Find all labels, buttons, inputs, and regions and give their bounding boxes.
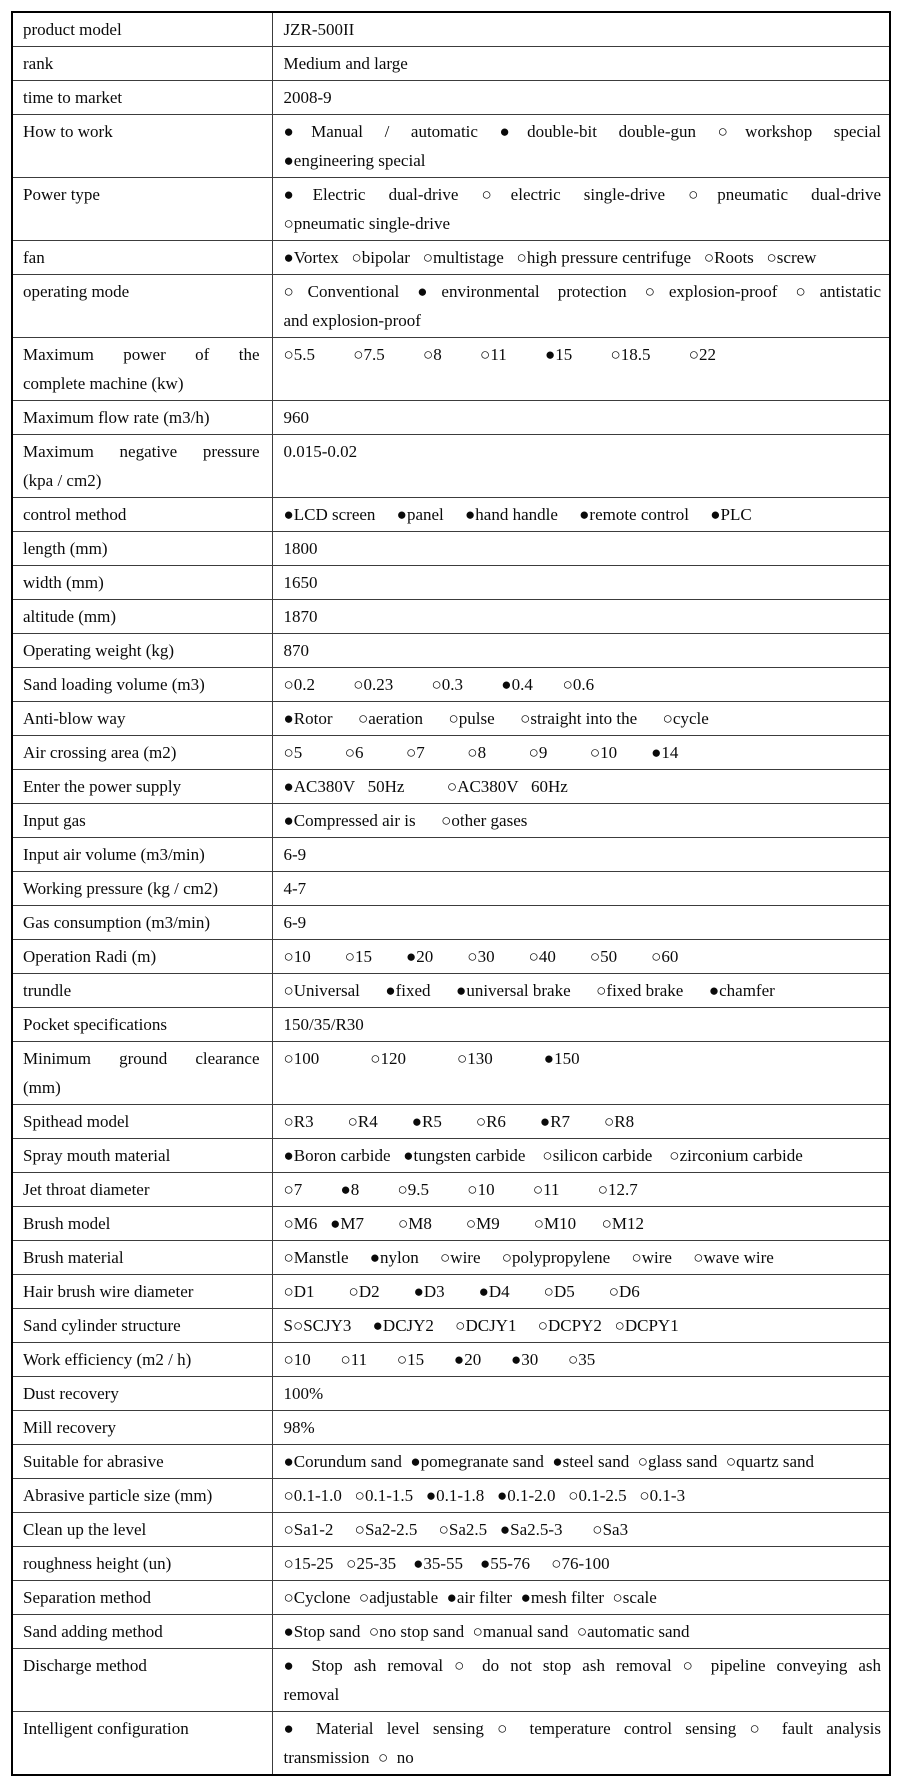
spec-value-cell <box>272 600 890 634</box>
spec-value-cell <box>272 401 890 435</box>
spec-value-cell <box>272 702 890 736</box>
spec-value-cell <box>272 241 890 275</box>
cell-text-line: 0.015-0.02 <box>283 442 358 461</box>
spec-label-cell <box>12 47 272 81</box>
cell-text-line: Sand cylinder structure <box>23 1316 181 1335</box>
cell-text-line: Operation Radi (m) <box>23 947 157 966</box>
table-row <box>12 872 890 906</box>
table-row <box>12 838 890 872</box>
cell-text-line: width (mm) <box>23 573 104 592</box>
cell-text-line: ○100 ○120 ○130 ●150 <box>283 1049 580 1068</box>
spec-label-cell <box>12 241 272 275</box>
spec-label-cell <box>12 532 272 566</box>
spec-label-cell <box>12 1547 272 1581</box>
cell-text-line: Power type <box>23 185 100 204</box>
table-row <box>12 401 890 435</box>
cell-text-line: rank <box>23 54 54 73</box>
table-row <box>12 974 890 1008</box>
cell-text-line: 150/35/R30 <box>283 1015 364 1034</box>
spec-label-cell <box>12 498 272 532</box>
cell-text-line: ○M6 ●M7 ○M8 ○M9 ○M10 ○M12 <box>283 1214 645 1233</box>
spec-label-cell <box>12 940 272 974</box>
spec-label-cell <box>12 702 272 736</box>
spec-value-cell <box>272 338 890 401</box>
table-row <box>12 600 890 634</box>
cell-text-line: Discharge method <box>23 1656 147 1675</box>
cell-text-line: JZR-500II <box>283 20 355 39</box>
cell-text-line: length (mm) <box>23 539 108 558</box>
spec-label-cell <box>12 401 272 435</box>
spec-label-cell <box>12 1513 272 1547</box>
cell-text-line: complete machine (kw) <box>23 374 184 393</box>
spec-value-cell <box>272 668 890 702</box>
cell-text-line: Jet throat diameter <box>23 1180 150 1199</box>
spec-label-cell <box>12 1343 272 1377</box>
cell-text-line: Clean up the level <box>23 1520 147 1539</box>
spec-label-cell <box>12 1712 272 1776</box>
spec-value-cell <box>272 1445 890 1479</box>
spec-value-cell <box>272 838 890 872</box>
table-row <box>12 566 890 600</box>
table-row <box>12 1139 890 1173</box>
cell-text-line: ○15-25 ○25-35 ●35-55 ●55-76 ○76-100 <box>283 1554 610 1573</box>
spec-value-cell <box>272 81 890 115</box>
cell-text-line: removal <box>283 1685 340 1704</box>
cell-text-line: roughness height (un) <box>23 1554 172 1573</box>
spec-label-cell <box>12 1042 272 1105</box>
cell-text-line: Input air volume (m3/min) <box>23 845 205 864</box>
spec-label-cell <box>12 1445 272 1479</box>
spec-table <box>11 11 891 1776</box>
cell-text-line: How to work <box>23 122 113 141</box>
cell-text-line: ○Manstle ●nylon ○wire ○polypropylene ○wire ○wave wire <box>283 1248 774 1267</box>
spec-label-cell <box>12 906 272 940</box>
table-row <box>12 498 890 532</box>
spec-value-cell <box>272 1173 890 1207</box>
cell-text-line: ●Compressed air is ○other gases <box>283 811 528 830</box>
spec-label-cell <box>12 1377 272 1411</box>
spec-label-cell <box>12 566 272 600</box>
spec-value-cell <box>272 940 890 974</box>
cell-text-line: ●Manual / automatic ●double-bit double-gun ○workshop special <box>283 122 881 141</box>
spec-label-cell <box>12 1173 272 1207</box>
spec-value-cell <box>272 1343 890 1377</box>
table-row <box>12 1042 890 1105</box>
spec-value-cell <box>272 115 890 178</box>
spec-table-body <box>12 12 890 1775</box>
spec-value-cell <box>272 634 890 668</box>
cell-text-line: 1800 <box>283 539 318 558</box>
spec-label-cell <box>12 872 272 906</box>
table-row <box>12 47 890 81</box>
table-row <box>12 1547 890 1581</box>
cell-text-line: ●engineering special <box>283 151 426 170</box>
cell-text-line: ○D1 ○D2 ●D3 ●D4 ○D5 ○D6 <box>283 1282 640 1301</box>
cell-text-line: ○R3 ○R4 ●R5 ○R6 ●R7 ○R8 <box>283 1112 635 1131</box>
table-row <box>12 1411 890 1445</box>
table-row <box>12 906 890 940</box>
spec-value-cell <box>272 804 890 838</box>
table-row <box>12 115 890 178</box>
table-row <box>12 1343 890 1377</box>
spec-value-cell <box>272 47 890 81</box>
cell-text-line: 4-7 <box>283 879 307 898</box>
cell-text-line: Input gas <box>23 811 86 830</box>
spec-value-cell <box>272 1309 890 1343</box>
cell-text-line: fan <box>23 248 45 267</box>
cell-text-line: 1870 <box>283 607 318 626</box>
cell-text-line: ○0.2 ○0.23 ○0.3 ●0.4 ○0.6 <box>283 675 595 694</box>
spec-value-cell <box>272 1241 890 1275</box>
cell-text-line: ○10 ○15 ●20 ○30 ○40 ○50 ○60 <box>283 947 679 966</box>
cell-text-line: Suitable for abrasive <box>23 1452 164 1471</box>
table-row <box>12 1309 890 1343</box>
spec-label-cell <box>12 1207 272 1241</box>
spec-label-cell <box>12 1615 272 1649</box>
cell-text-line: ○5 ○6 ○7 ○8 ○9 ○10 ●14 <box>283 743 679 762</box>
cell-text-line: Hair brush wire diameter <box>23 1282 194 1301</box>
table-row <box>12 1445 890 1479</box>
table-row <box>12 1241 890 1275</box>
cell-text-line: Intelligent configuration <box>23 1719 189 1738</box>
cell-text-line: trundle <box>23 981 72 1000</box>
spec-value-cell <box>272 1275 890 1309</box>
spec-value-cell <box>272 1411 890 1445</box>
cell-text-line: (mm) <box>23 1078 61 1097</box>
cell-text-line: time to market <box>23 88 123 107</box>
cell-text-line: ○Universal ●fixed ●universal brake ○fixed brake ●chamfer <box>283 981 775 1000</box>
cell-text-line: S○SCJY3 ●DCJY2 ○DCJY1 ○DCPY2 ○DCPY1 <box>283 1316 679 1335</box>
spec-value-cell <box>272 1105 890 1139</box>
cell-text-line: Medium and large <box>283 54 408 73</box>
spec-label-cell <box>12 1309 272 1343</box>
cell-text-line: Separation method <box>23 1588 151 1607</box>
cell-text-line: product model <box>23 20 122 39</box>
spec-value-cell <box>272 1547 890 1581</box>
cell-text-line: 6-9 <box>283 845 307 864</box>
cell-text-line: Minimum ground clearance <box>23 1049 260 1068</box>
spec-label-cell <box>12 1105 272 1139</box>
cell-text-line: Abrasive particle size (mm) <box>23 1486 213 1505</box>
cell-text-line: Working pressure (kg / cm2) <box>23 879 219 898</box>
table-row <box>12 532 890 566</box>
table-row <box>12 1207 890 1241</box>
spec-label-cell <box>12 1479 272 1513</box>
table-row <box>12 1581 890 1615</box>
spec-label-cell <box>12 634 272 668</box>
cell-text-line: altitude (mm) <box>23 607 117 626</box>
table-row <box>12 770 890 804</box>
cell-text-line: ●Corundum sand ●pomegranate sand ●steel sand ○glass sand ○quartz sand <box>283 1452 815 1471</box>
table-row <box>12 241 890 275</box>
cell-text-line: Enter the power supply <box>23 777 182 796</box>
cell-text-line: 2008-9 <box>283 88 332 107</box>
cell-text-line: ●LCD screen ●panel ●hand handle ●remote control ●PLC <box>283 505 752 524</box>
spec-value-cell <box>272 1712 890 1776</box>
spec-label-cell <box>12 1649 272 1712</box>
spec-label-cell <box>12 770 272 804</box>
spec-label-cell <box>12 115 272 178</box>
spec-value-cell <box>272 498 890 532</box>
spec-value-cell <box>272 1479 890 1513</box>
spec-label-cell <box>12 838 272 872</box>
table-row <box>12 338 890 401</box>
table-row <box>12 1275 890 1309</box>
spec-value-cell <box>272 1139 890 1173</box>
table-row <box>12 178 890 241</box>
spec-label-cell <box>12 974 272 1008</box>
table-row <box>12 804 890 838</box>
table-row <box>12 1105 890 1139</box>
spec-value-cell <box>272 906 890 940</box>
table-row <box>12 1712 890 1776</box>
spec-value-cell <box>272 566 890 600</box>
spec-value-cell <box>272 872 890 906</box>
table-row <box>12 275 890 338</box>
spec-value-cell <box>272 1513 890 1547</box>
table-row <box>12 1173 890 1207</box>
cell-text-line: Dust recovery <box>23 1384 119 1403</box>
spec-label-cell <box>12 81 272 115</box>
spec-value-cell <box>272 12 890 47</box>
spec-value-cell <box>272 1207 890 1241</box>
cell-text-line: ●Vortex ○bipolar ○multistage ○high pressure centrifuge ○Roots ○screw <box>283 248 817 267</box>
spec-label-cell <box>12 1241 272 1275</box>
cell-text-line: Maximum negative pressure <box>23 442 260 461</box>
table-row <box>12 1615 890 1649</box>
cell-text-line: ●Boron carbide ●tungsten carbide ○silicon carbide ○zirconium carbide <box>283 1146 803 1165</box>
cell-text-line: ●AC380V 50Hz ○AC380V 60Hz <box>283 777 568 796</box>
spec-label-cell <box>12 668 272 702</box>
table-row <box>12 736 890 770</box>
table-row <box>12 1649 890 1712</box>
table-row <box>12 1008 890 1042</box>
cell-text-line: ○Conventional ●environmental protection ○explosion-proof ○antistatic <box>283 282 881 301</box>
cell-text-line: Pocket specifications <box>23 1015 167 1034</box>
table-row <box>12 668 890 702</box>
table-row <box>12 1479 890 1513</box>
spec-value-cell <box>272 1008 890 1042</box>
cell-text-line: Sand loading volume (m3) <box>23 675 205 694</box>
cell-text-line: 960 <box>283 408 309 427</box>
cell-text-line: ○5.5 ○7.5 ○8 ○11 ●15 ○18.5 ○22 <box>283 345 716 364</box>
spec-value-cell <box>272 435 890 498</box>
spec-label-cell <box>12 600 272 634</box>
spec-value-cell <box>272 1581 890 1615</box>
cell-text-line: 870 <box>283 641 309 660</box>
spec-value-cell <box>272 1042 890 1105</box>
cell-text-line: Gas consumption (m3/min) <box>23 913 210 932</box>
cell-text-line: ○Sa1-2 ○Sa2-2.5 ○Sa2.5 ●Sa2.5-3 ○Sa3 <box>283 1520 629 1539</box>
spec-label-cell <box>12 12 272 47</box>
table-row <box>12 12 890 47</box>
spec-value-cell <box>272 1377 890 1411</box>
spec-label-cell <box>12 1008 272 1042</box>
cell-text-line: Maximum flow rate (m3/h) <box>23 408 210 427</box>
table-row <box>12 1513 890 1547</box>
cell-text-line: 1650 <box>283 573 318 592</box>
spec-value-cell <box>272 1649 890 1712</box>
cell-text-line: Brush model <box>23 1214 111 1233</box>
cell-text-line: Anti-blow way <box>23 709 126 728</box>
spec-value-cell <box>272 1615 890 1649</box>
spec-value-cell <box>272 974 890 1008</box>
spec-label-cell <box>12 804 272 838</box>
cell-text-line: ○pneumatic single-drive <box>283 214 451 233</box>
cell-text-line: Mill recovery <box>23 1418 116 1437</box>
cell-text-line: 100% <box>283 1384 324 1403</box>
cell-text-line: Air crossing area (m2) <box>23 743 177 762</box>
spec-label-cell <box>12 1275 272 1309</box>
cell-text-line: ●Rotor ○aeration ○pulse ○straight into the ○cycle <box>283 709 709 728</box>
table-row <box>12 81 890 115</box>
cell-text-line: ● Stop ash removal ○ do not stop ash removal ○ pipeline conveying ash <box>283 1656 881 1675</box>
spec-label-cell <box>12 1139 272 1173</box>
cell-text-line: ○7 ●8 ○9.5 ○10 ○11 ○12.7 <box>283 1180 638 1199</box>
cell-text-line: transmission ○ no <box>283 1748 414 1767</box>
spec-value-cell <box>272 736 890 770</box>
spec-label-cell <box>12 736 272 770</box>
cell-text-line: ●Stop sand ○no stop sand ○manual sand ○automatic sand <box>283 1622 690 1641</box>
spec-label-cell <box>12 435 272 498</box>
spec-value-cell <box>272 770 890 804</box>
table-row <box>12 940 890 974</box>
cell-text-line: Operating weight (kg) <box>23 641 175 660</box>
cell-text-line: ○Cyclone ○adjustable ●air filter ●mesh filter ○scale <box>283 1588 657 1607</box>
table-row <box>12 634 890 668</box>
spec-label-cell <box>12 275 272 338</box>
table-row <box>12 435 890 498</box>
cell-text-line: ●Electric dual-drive ○electric single-drive ○pneumatic dual-drive <box>283 185 881 204</box>
spec-label-cell <box>12 178 272 241</box>
cell-text-line: and explosion-proof <box>283 311 421 330</box>
cell-text-line: ● Material level sensing ○ temperature control sensing ○ fault analysis <box>283 1719 881 1738</box>
cell-text-line: Spithead model <box>23 1112 130 1131</box>
cell-text-line: ○0.1-1.0 ○0.1-1.5 ●0.1-1.8 ●0.1-2.0 ○0.1-2.5 ○0.1-3 <box>283 1486 686 1505</box>
cell-text-line: Maximum power of the <box>23 345 260 364</box>
cell-text-line: control method <box>23 505 127 524</box>
cell-text-line: ○10 ○11 ○15 ●20 ●30 ○35 <box>283 1350 596 1369</box>
cell-text-line: 6-9 <box>283 913 307 932</box>
spec-label-cell <box>12 1411 272 1445</box>
cell-text-line: Sand adding method <box>23 1622 163 1641</box>
cell-text-line: 98% <box>283 1418 315 1437</box>
cell-text-line: operating mode <box>23 282 130 301</box>
table-row <box>12 1377 890 1411</box>
cell-text-line: (kpa / cm2) <box>23 471 102 490</box>
cell-text-line: Brush material <box>23 1248 124 1267</box>
cell-text-line: Spray mouth material <box>23 1146 171 1165</box>
spec-label-cell <box>12 1581 272 1615</box>
spec-value-cell <box>272 178 890 241</box>
spec-label-cell <box>12 338 272 401</box>
cell-text-line: Work efficiency (m2 / h) <box>23 1350 192 1369</box>
spec-value-cell <box>272 532 890 566</box>
table-row <box>12 702 890 736</box>
spec-value-cell <box>272 275 890 338</box>
